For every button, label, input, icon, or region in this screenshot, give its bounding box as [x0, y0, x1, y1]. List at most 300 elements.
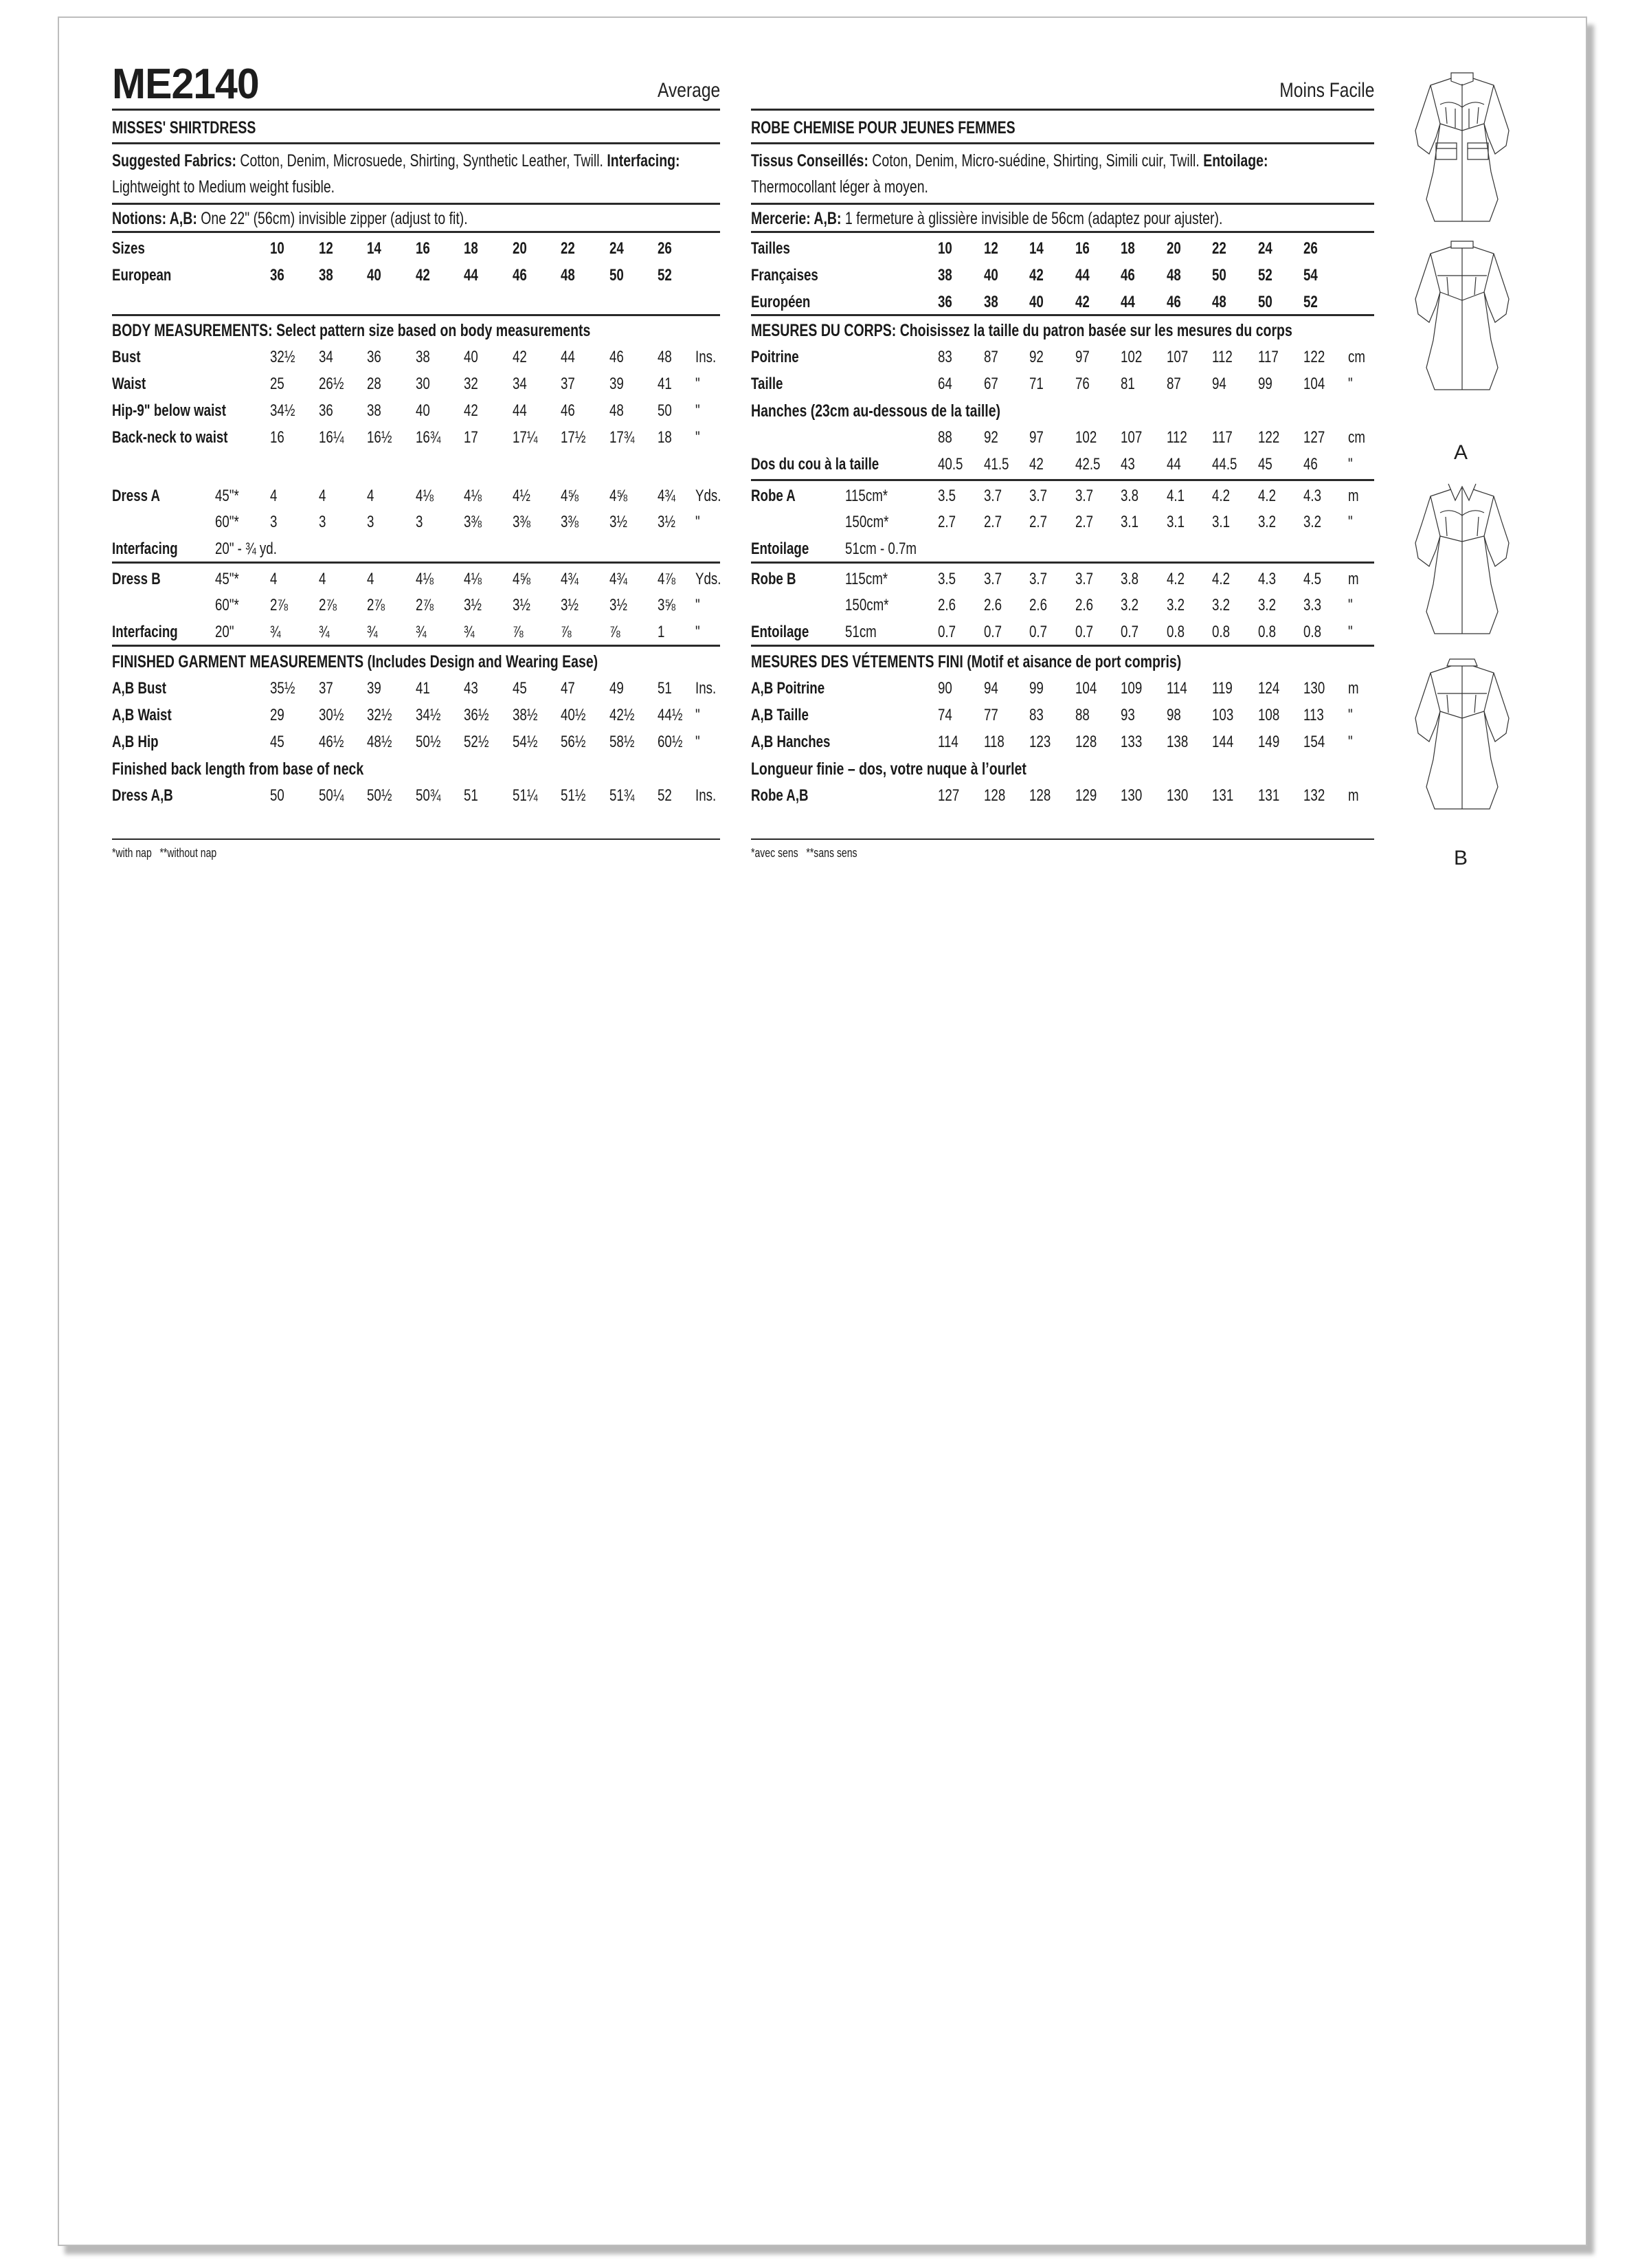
- size-cell: 102: [1075, 428, 1097, 447]
- size-cell: 2.7: [938, 513, 956, 531]
- size-cell: 3⅜: [513, 513, 531, 531]
- unit: ": [695, 733, 700, 751]
- fabric-width: 60"*: [215, 513, 239, 531]
- notions: [112, 208, 468, 229]
- unit: ": [1348, 375, 1353, 393]
- size-cell: 16: [1075, 239, 1090, 258]
- notions-label: Notions: A,B:: [112, 209, 197, 228]
- size-cell: 64: [938, 375, 952, 393]
- size-cell: 12: [984, 239, 998, 258]
- size-cell: 17½: [561, 428, 586, 447]
- size-cell: 87: [984, 348, 998, 366]
- size-cell: 107: [1167, 348, 1189, 366]
- back-neck-row: [0, 454, 1649, 475]
- size-cell: 0.8: [1258, 623, 1277, 641]
- size-cell: 32: [464, 375, 478, 393]
- size-cell: 4.1: [1167, 487, 1185, 505]
- unit: ": [1348, 596, 1353, 614]
- fabrics-text: Cotton, Denim, Microsuede, Shirting, Synthetic Leather, Twill.: [240, 151, 603, 170]
- size-cell: 3.1: [1212, 513, 1231, 531]
- size-cell: 16: [416, 239, 430, 258]
- size-cell: 109: [1121, 679, 1143, 698]
- size-cell: 4: [319, 487, 326, 505]
- size-cell: 44: [464, 266, 478, 285]
- size-cell: 117: [1212, 428, 1233, 447]
- sizes-row: [0, 238, 1649, 259]
- size-cell: 4: [319, 570, 326, 588]
- size-cell: 29: [270, 706, 284, 724]
- size-cell: 99: [1258, 375, 1272, 393]
- size-cell: 50: [1258, 293, 1272, 311]
- size-cell: 50½: [416, 733, 441, 751]
- size-cell: 128: [1029, 786, 1051, 805]
- size-cell: 3.2: [1121, 596, 1139, 614]
- size-cell: 42: [1029, 266, 1044, 285]
- size-cell: 16¼: [319, 428, 344, 447]
- size-cell: 37: [561, 375, 575, 393]
- fabric-width: 20" - ¾ yd.: [215, 540, 277, 558]
- unit: ": [695, 623, 700, 641]
- size-cell: 51½: [561, 786, 586, 805]
- size-cell: 3.7: [984, 570, 1002, 588]
- size-cell: 2⅞: [319, 596, 337, 614]
- size-cell: ⅞: [609, 623, 620, 641]
- size-cell: 4⅛: [416, 570, 434, 588]
- hips-heading: Hanches (23cm au-dessous de la taille): [751, 401, 1001, 421]
- unit: ": [695, 401, 700, 420]
- size-cell: 42: [416, 266, 430, 285]
- size-cell: 35½: [270, 679, 295, 698]
- size-cell: 32½: [270, 348, 295, 366]
- interfacing-row: [0, 622, 1649, 643]
- size-cell: 43: [464, 679, 478, 698]
- size-cell: 46: [1303, 455, 1318, 474]
- size-cell: 3.7: [1029, 570, 1048, 588]
- unit: ": [1348, 623, 1353, 641]
- size-cell: 114: [938, 733, 958, 751]
- size-cell: 0.7: [984, 623, 1002, 641]
- size-cell: 40: [984, 266, 998, 285]
- size-cell: 4⅝: [513, 570, 531, 588]
- dress-a-front-illustration: [1403, 69, 1520, 234]
- size-cell: 113: [1303, 706, 1324, 724]
- size-cell: 133: [1121, 733, 1143, 751]
- row-label: Sizes: [112, 239, 145, 258]
- european-sizes-row: [0, 292, 1649, 313]
- size-cell: 46: [609, 348, 624, 366]
- size-cell: 138: [1167, 733, 1189, 751]
- fabric-width: 60"*: [215, 596, 239, 614]
- unit: ": [695, 428, 700, 447]
- size-cell: 44: [1121, 293, 1135, 311]
- divider: [751, 562, 1374, 564]
- size-cell: 50: [1212, 266, 1226, 285]
- size-cell: 30: [416, 375, 430, 393]
- unit: ": [695, 706, 700, 724]
- unit: m: [1348, 679, 1359, 698]
- finished-measurement-row: [0, 705, 1649, 726]
- dress-b-front-illustration: [1403, 481, 1520, 646]
- size-cell: 44.5: [1212, 455, 1237, 474]
- size-cell: 42: [1029, 455, 1044, 474]
- unit: cm: [1348, 348, 1365, 366]
- unit: cm: [1348, 428, 1365, 447]
- size-cell: 2.6: [1029, 596, 1048, 614]
- divider: [751, 142, 1374, 144]
- size-cell: 67: [984, 375, 998, 393]
- row-label: A,B Waist: [112, 706, 172, 724]
- yardage-row: [0, 595, 1649, 616]
- fabric-width: 150cm*: [845, 513, 889, 531]
- size-cell: 112: [1167, 428, 1187, 447]
- size-cell: 25: [270, 375, 284, 393]
- size-cell: 2.6: [938, 596, 956, 614]
- size-cell: 58½: [609, 733, 635, 751]
- size-cell: 3.3: [1303, 596, 1322, 614]
- size-cell: 36: [367, 348, 381, 366]
- size-cell: ¾: [464, 623, 475, 641]
- size-cell: 77: [984, 706, 998, 724]
- size-cell: 40: [416, 401, 430, 420]
- row-label: Robe A: [751, 487, 796, 505]
- size-cell: 46: [561, 401, 575, 420]
- size-cell: 44: [561, 348, 575, 366]
- size-cell: 2⅞: [367, 596, 385, 614]
- size-cell: 45: [513, 679, 527, 698]
- row-label: Interfacing: [112, 540, 178, 558]
- footnote: *avec sens **sans sens: [751, 846, 857, 860]
- size-cell: 50½: [367, 786, 392, 805]
- size-cell: 50: [658, 401, 672, 420]
- unit: Yds.: [695, 570, 721, 588]
- size-cell: 3.5: [938, 570, 956, 588]
- row-label: Entoilage: [751, 540, 809, 558]
- size-cell: 3½: [513, 596, 531, 614]
- size-cell: 41: [416, 679, 430, 698]
- size-cell: 40: [1029, 293, 1044, 311]
- size-cell: 4: [367, 570, 374, 588]
- row-label: A,B Hip: [112, 733, 159, 751]
- size-cell: 38: [938, 266, 952, 285]
- divider: [112, 314, 720, 316]
- row-label: Hip-9" below waist: [112, 401, 226, 420]
- size-cell: 97: [1075, 348, 1090, 366]
- size-cell: 38: [367, 401, 381, 420]
- size-cell: 144: [1212, 733, 1234, 751]
- divider: [751, 109, 1374, 111]
- unit: ": [1348, 455, 1353, 474]
- size-cell: 4.5: [1303, 570, 1322, 588]
- view-b-label: B: [1454, 847, 1468, 869]
- size-cell: 74: [938, 706, 952, 724]
- size-cell: 104: [1303, 375, 1325, 393]
- size-cell: 127: [1303, 428, 1325, 447]
- size-cell: 131: [1212, 786, 1234, 805]
- size-cell: 14: [367, 239, 381, 258]
- fabric-width: 150cm*: [845, 596, 889, 614]
- finished-measurements-heading: [751, 652, 1181, 672]
- fabric-width: 51cm: [845, 623, 877, 641]
- size-cell: 50: [609, 266, 624, 285]
- notions-text: 1 fermeture à glissière invisible de 56cm (adaptez pour ajuster).: [844, 209, 1223, 228]
- size-cell: 108: [1258, 706, 1280, 724]
- size-cell: 119: [1212, 679, 1233, 698]
- interfacing-label: Entoilage:: [1203, 151, 1268, 170]
- size-cell: 3.2: [1258, 596, 1277, 614]
- size-cell: 4⅞: [658, 570, 676, 588]
- size-cell: 3.1: [1121, 513, 1139, 531]
- size-cell: 118: [984, 733, 1005, 751]
- size-cell: 38½: [513, 706, 538, 724]
- size-cell: 52: [1258, 266, 1272, 285]
- size-cell: 0.8: [1167, 623, 1185, 641]
- size-cell: 107: [1121, 428, 1143, 447]
- size-cell: 3⅜: [561, 513, 579, 531]
- size-cell: 3.7: [1029, 487, 1048, 505]
- row-label: Interfacing: [112, 623, 178, 641]
- size-cell: 10: [270, 239, 284, 258]
- size-cell: 3.2: [1303, 513, 1322, 531]
- size-cell: 54½: [513, 733, 538, 751]
- divider: [112, 562, 720, 564]
- size-cell: 3½: [609, 513, 628, 531]
- unit: ": [1348, 513, 1353, 531]
- size-cell: 131: [1258, 786, 1280, 805]
- size-cell: 40: [367, 266, 381, 285]
- size-cell: 2.6: [1075, 596, 1094, 614]
- size-cell: 48½: [367, 733, 392, 751]
- yardage-row: [0, 569, 1649, 590]
- divider: [751, 479, 1374, 481]
- size-cell: 34: [513, 375, 527, 393]
- divider: [751, 838, 1374, 840]
- size-cell: 17: [464, 428, 478, 447]
- body-measurement-row: [0, 374, 1649, 394]
- size-cell: 36: [270, 266, 284, 285]
- notions-text: One 22" (56cm) invisible zipper (adjust to fit).: [201, 209, 468, 228]
- size-cell: 56½: [561, 733, 586, 751]
- fabrics-text: Coton, Denim, Micro-suédine, Shirting, Simili cuir, Twill.: [872, 151, 1200, 170]
- size-cell: 44: [1075, 266, 1090, 285]
- size-cell: 0.8: [1212, 623, 1231, 641]
- size-cell: 2.7: [984, 513, 1002, 531]
- unit: m: [1348, 487, 1359, 505]
- size-cell: 40: [464, 348, 478, 366]
- row-label: Bust: [112, 348, 141, 366]
- size-cell: 154: [1303, 733, 1325, 751]
- size-cell: 38: [416, 348, 430, 366]
- size-cell: 3.2: [1167, 596, 1185, 614]
- hips-row: [0, 427, 1649, 448]
- body-measurements-heading: MESURES DU CORPS: Choisissez la taille du patron basée sur les mesures du corps: [751, 321, 1292, 340]
- size-cell: 99: [1029, 679, 1044, 698]
- size-cell: 3.8: [1121, 570, 1139, 588]
- size-cell: 41.5: [984, 455, 1009, 474]
- size-cell: 2.7: [1075, 513, 1094, 531]
- back-length-row: [0, 786, 1649, 806]
- size-cell: 43: [1121, 455, 1135, 474]
- size-cell: 46: [1121, 266, 1135, 285]
- size-cell: 130: [1167, 786, 1189, 805]
- size-cell: 48: [609, 401, 624, 420]
- size-cell: 114: [1167, 679, 1187, 698]
- size-cell: 90: [938, 679, 952, 698]
- unit: Ins.: [695, 348, 717, 366]
- size-cell: 4.3: [1303, 487, 1322, 505]
- row-label: Européen: [751, 293, 811, 311]
- row-label: Entoilage: [751, 623, 809, 641]
- size-cell: 4½: [513, 487, 531, 505]
- size-cell: 14: [1029, 239, 1044, 258]
- size-cell: 3½: [609, 596, 628, 614]
- size-cell: 0.8: [1303, 623, 1322, 641]
- size-cell: 36: [938, 293, 952, 311]
- size-cell: 92: [984, 428, 998, 447]
- size-cell: 3.7: [1075, 487, 1094, 505]
- size-cell: 50¼: [319, 786, 344, 805]
- row-label: A,B Bust: [112, 679, 167, 698]
- size-cell: 20: [513, 239, 527, 258]
- size-cell: 97: [1029, 428, 1044, 447]
- size-cell: ⅞: [513, 623, 524, 641]
- size-cell: 130: [1121, 786, 1143, 805]
- interfacing-row: [0, 539, 1649, 559]
- size-cell: 3: [367, 513, 374, 531]
- back-length-heading: Longueur finie – dos, votre nuque à l’ourlet: [751, 759, 1027, 779]
- row-label: Waist: [112, 375, 146, 393]
- size-cell: 40½: [561, 706, 586, 724]
- finished-measurement-row: [0, 732, 1649, 753]
- finished-measurement-row: [0, 678, 1649, 699]
- size-cell: 20: [1167, 239, 1181, 258]
- size-cell: 45: [270, 733, 284, 751]
- size-cell: 88: [1075, 706, 1090, 724]
- size-cell: 48: [1212, 293, 1226, 311]
- size-cell: 44: [1167, 455, 1181, 474]
- size-cell: 51¼: [513, 786, 538, 805]
- fabrics-label: Suggested Fabrics:: [112, 151, 236, 170]
- size-cell: 22: [561, 239, 575, 258]
- size-cell: 34: [319, 348, 333, 366]
- divider: [112, 645, 720, 647]
- size-cell: 34½: [270, 401, 295, 420]
- unit: Ins.: [695, 786, 717, 805]
- size-cell: 2⅞: [416, 596, 434, 614]
- size-cell: 48: [658, 348, 672, 366]
- divider: [751, 203, 1374, 205]
- size-cell: 42: [464, 401, 478, 420]
- size-cell: 88: [938, 428, 952, 447]
- size-cell: 83: [938, 348, 952, 366]
- yardage-row: [0, 486, 1649, 507]
- size-cell: 46: [1167, 293, 1181, 311]
- row-label: Poitrine: [751, 348, 799, 366]
- row-label: Dress A: [112, 487, 161, 505]
- size-cell: 94: [1212, 375, 1226, 393]
- size-cell: 4¾: [658, 487, 676, 505]
- row-label: A,B Poitrine: [751, 679, 825, 698]
- back-length-heading: Finished back length from base of neck: [112, 759, 364, 779]
- difficulty-fr: Moins Facile: [1279, 79, 1374, 102]
- size-cell: 46½: [319, 733, 344, 751]
- unit: m: [1348, 570, 1359, 588]
- size-cell: 122: [1258, 428, 1280, 447]
- size-cell: 42: [513, 348, 527, 366]
- size-cell: 60½: [658, 733, 683, 751]
- size-cell: 17¾: [609, 428, 635, 447]
- size-cell: 4⅛: [416, 487, 434, 505]
- size-cell: 39: [367, 679, 381, 698]
- size-cell: 38: [319, 266, 333, 285]
- size-cell: 3.2: [1258, 513, 1277, 531]
- size-cell: 34½: [416, 706, 441, 724]
- size-cell: 52: [658, 266, 672, 285]
- size-cell: 4.2: [1258, 487, 1277, 505]
- size-cell: 28: [367, 375, 381, 393]
- size-cell: 2⅞: [270, 596, 289, 614]
- section-title: ROBE CHEMISE POUR JEUNES FEMMES: [751, 118, 1016, 137]
- size-cell: 103: [1212, 706, 1234, 724]
- size-cell: 3.2: [1212, 596, 1231, 614]
- size-cell: 16½: [367, 428, 392, 447]
- size-cell: 127: [938, 786, 960, 805]
- size-cell: 44: [513, 401, 527, 420]
- body-measurements-heading: BODY MEASUREMENTS: Select pattern size based on body measurements: [112, 321, 591, 340]
- size-cell: 0.7: [1075, 623, 1094, 641]
- heading-bold: MESURES DES VÉTEMENTS FINI: [751, 652, 963, 671]
- size-cell: 32½: [367, 706, 392, 724]
- size-cell: 3½: [658, 513, 676, 531]
- size-cell: 48: [1167, 266, 1181, 285]
- size-cell: 41: [658, 375, 672, 393]
- size-cell: 18: [1121, 239, 1135, 258]
- size-cell: 42½: [609, 706, 635, 724]
- size-cell: 112: [1212, 348, 1233, 366]
- size-cell: 128: [1075, 733, 1097, 751]
- size-cell: ¾: [270, 623, 281, 641]
- size-cell: 16: [270, 428, 284, 447]
- row-label: Dos du cou à la taille: [751, 455, 879, 474]
- suggested-fabrics: [112, 151, 680, 171]
- unit: ": [695, 375, 700, 393]
- size-cell: 4⅝: [561, 487, 579, 505]
- divider: [112, 109, 720, 111]
- unit: Ins.: [695, 679, 717, 698]
- divider: [751, 645, 1374, 647]
- size-cell: 2.6: [984, 596, 1002, 614]
- size-cell: 123: [1029, 733, 1051, 751]
- row-label: A,B Hanches: [751, 733, 831, 751]
- size-cell: 12: [319, 239, 333, 258]
- size-cell: 94: [984, 679, 998, 698]
- difficulty-en: Average: [657, 79, 720, 102]
- size-cell: 26: [658, 239, 672, 258]
- yardage-row: [0, 512, 1649, 533]
- divider: [112, 203, 720, 205]
- size-cell: 3½: [464, 596, 482, 614]
- fabric-width: 51cm - 0.7m: [845, 540, 917, 558]
- size-cell: 2.7: [1029, 513, 1048, 531]
- notions: [751, 208, 1222, 229]
- size-cell: 76: [1075, 375, 1090, 393]
- size-cell: 71: [1029, 375, 1044, 393]
- unit: ": [1348, 706, 1353, 724]
- size-cell: 42: [1075, 293, 1090, 311]
- fabric-width: 45"*: [215, 570, 239, 588]
- size-cell: 3.7: [984, 487, 1002, 505]
- size-cell: 46: [513, 266, 527, 285]
- size-cell: 104: [1075, 679, 1097, 698]
